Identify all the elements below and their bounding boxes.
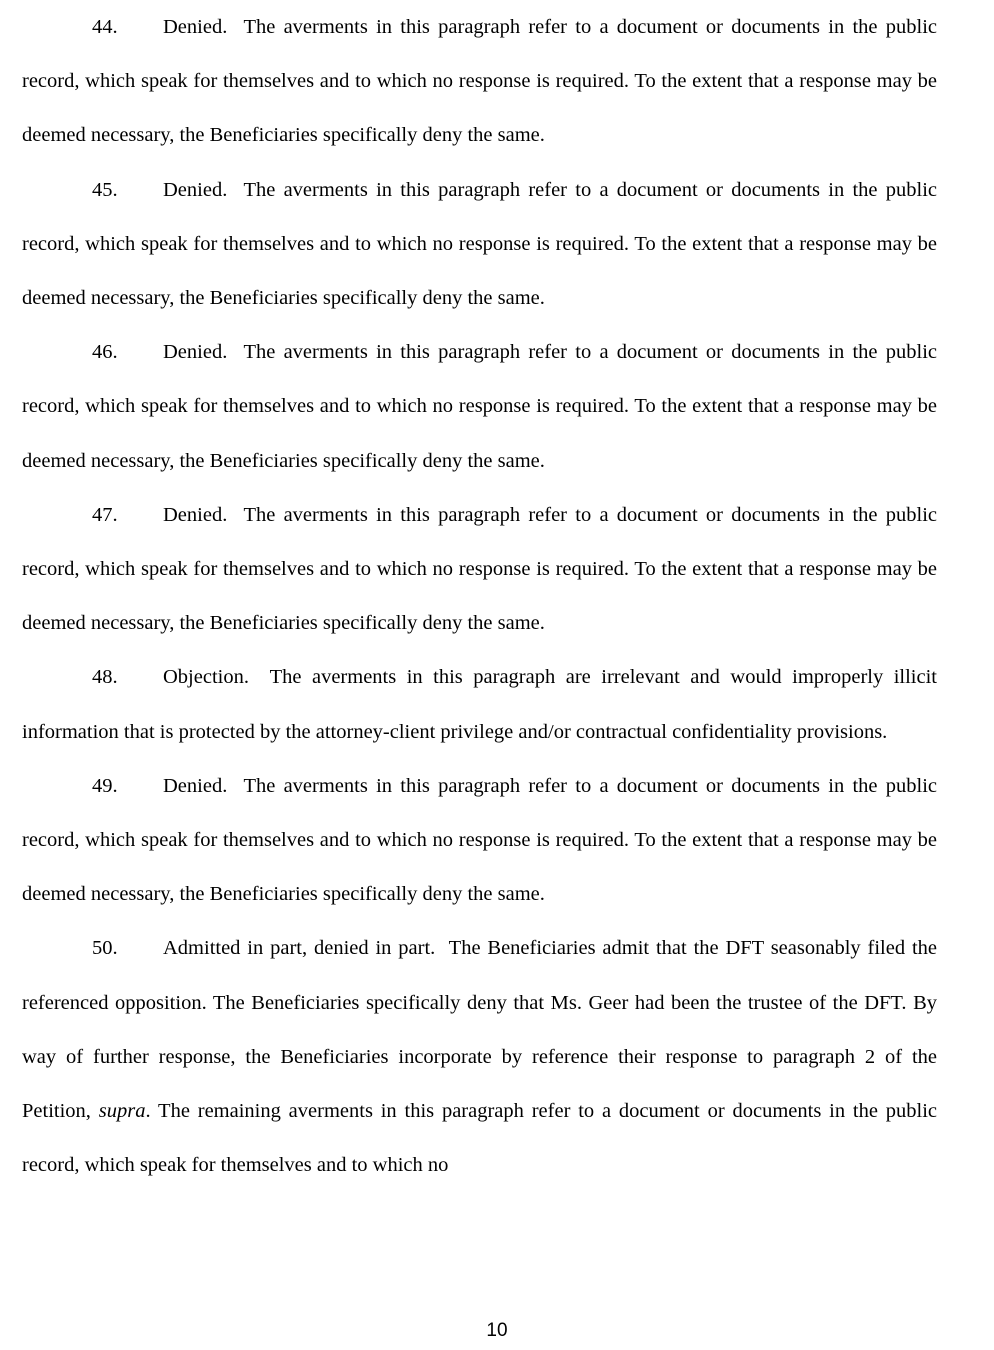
paragraph-number: 48.: [92, 666, 118, 689]
document-page: [22, 0, 937, 1192]
paragraph-text: The averments in this paragraph are irrelevant and would improperly illicit information that is protected by the attorney-client privilege and/or contractual confidentiality provisions.: [22, 666, 937, 743]
paragraph-text: The averments in this paragraph refer to a document or documents in the public record, which speak for themselves and to which no response is required. To the extent that a response may be deemed necessary, the Beneficiaries specifically deny the same.: [22, 774, 938, 906]
italic-citation: supra: [98, 1100, 146, 1123]
paragraph-text-continued: . The remaining averments in this paragraph refer to a document or documents in the public record, which speak for themselves and to which no: [22, 1100, 937, 1177]
paragraph-45: [22, 163, 937, 326]
paragraph-49: [22, 759, 937, 922]
page-number: 10: [486, 1320, 508, 1341]
paragraph-46: [22, 325, 937, 488]
paragraph-47: [22, 488, 937, 651]
paragraph-number: 50.: [92, 937, 118, 960]
paragraph-number: 44.: [92, 16, 118, 38]
paragraph-lead: Admitted in part, denied in part.: [163, 937, 436, 960]
paragraph-lead: Denied.: [163, 178, 228, 201]
paragraph-lead: Objection.: [163, 666, 249, 689]
paragraph-48: [22, 650, 937, 758]
paragraph-44: [22, 0, 937, 163]
paragraph-text: The averments in this paragraph refer to a document or documents in the public record, which speak for themselves and to which no response is required. To the extent that a response may be deemed necessary, the Beneficiaries specifically deny the same.: [22, 178, 938, 310]
paragraph-lead: Denied.: [163, 16, 228, 38]
paragraph-text: The averments in this paragraph refer to a document or documents in the public record, which speak for themselves and to which no response is required. To the extent that a response may be deemed necessary, the Beneficiaries specifically deny the same.: [22, 341, 938, 472]
paragraph-text: The averments in this paragraph refer to a document or documents in the public record, which speak for themselves and to which no response is required. To the extent that a response may be deemed necessary, the Beneficiaries specifically deny the same.: [22, 503, 938, 635]
paragraph-number: 49.: [92, 774, 118, 797]
paragraph-text: The averments in this paragraph refer to a document or documents in the public record, which speak for themselves and to which no response is required. To the extent that a response may be deemed necessary, the Beneficiaries specifically deny the same.: [22, 16, 938, 147]
paragraph-lead: Denied.: [163, 341, 228, 364]
paragraph-50: [22, 921, 937, 1192]
paragraph-lead: Denied.: [163, 503, 228, 526]
paragraph-number: 47.: [92, 503, 118, 526]
paragraph-lead: Denied.: [163, 774, 228, 797]
paragraph-number: 45.: [92, 178, 118, 201]
paragraph-number: 46.: [92, 341, 118, 364]
paragraph-text: The Beneficiaries admit that the DFT seasonably filed the referenced opposition. The Beneficiaries specifically deny that Ms. Geer had been the trustee of the DFT. By way of further response, the Beneficiaries incorporate by reference their response to paragraph 2 of the Petition,: [22, 937, 937, 1123]
